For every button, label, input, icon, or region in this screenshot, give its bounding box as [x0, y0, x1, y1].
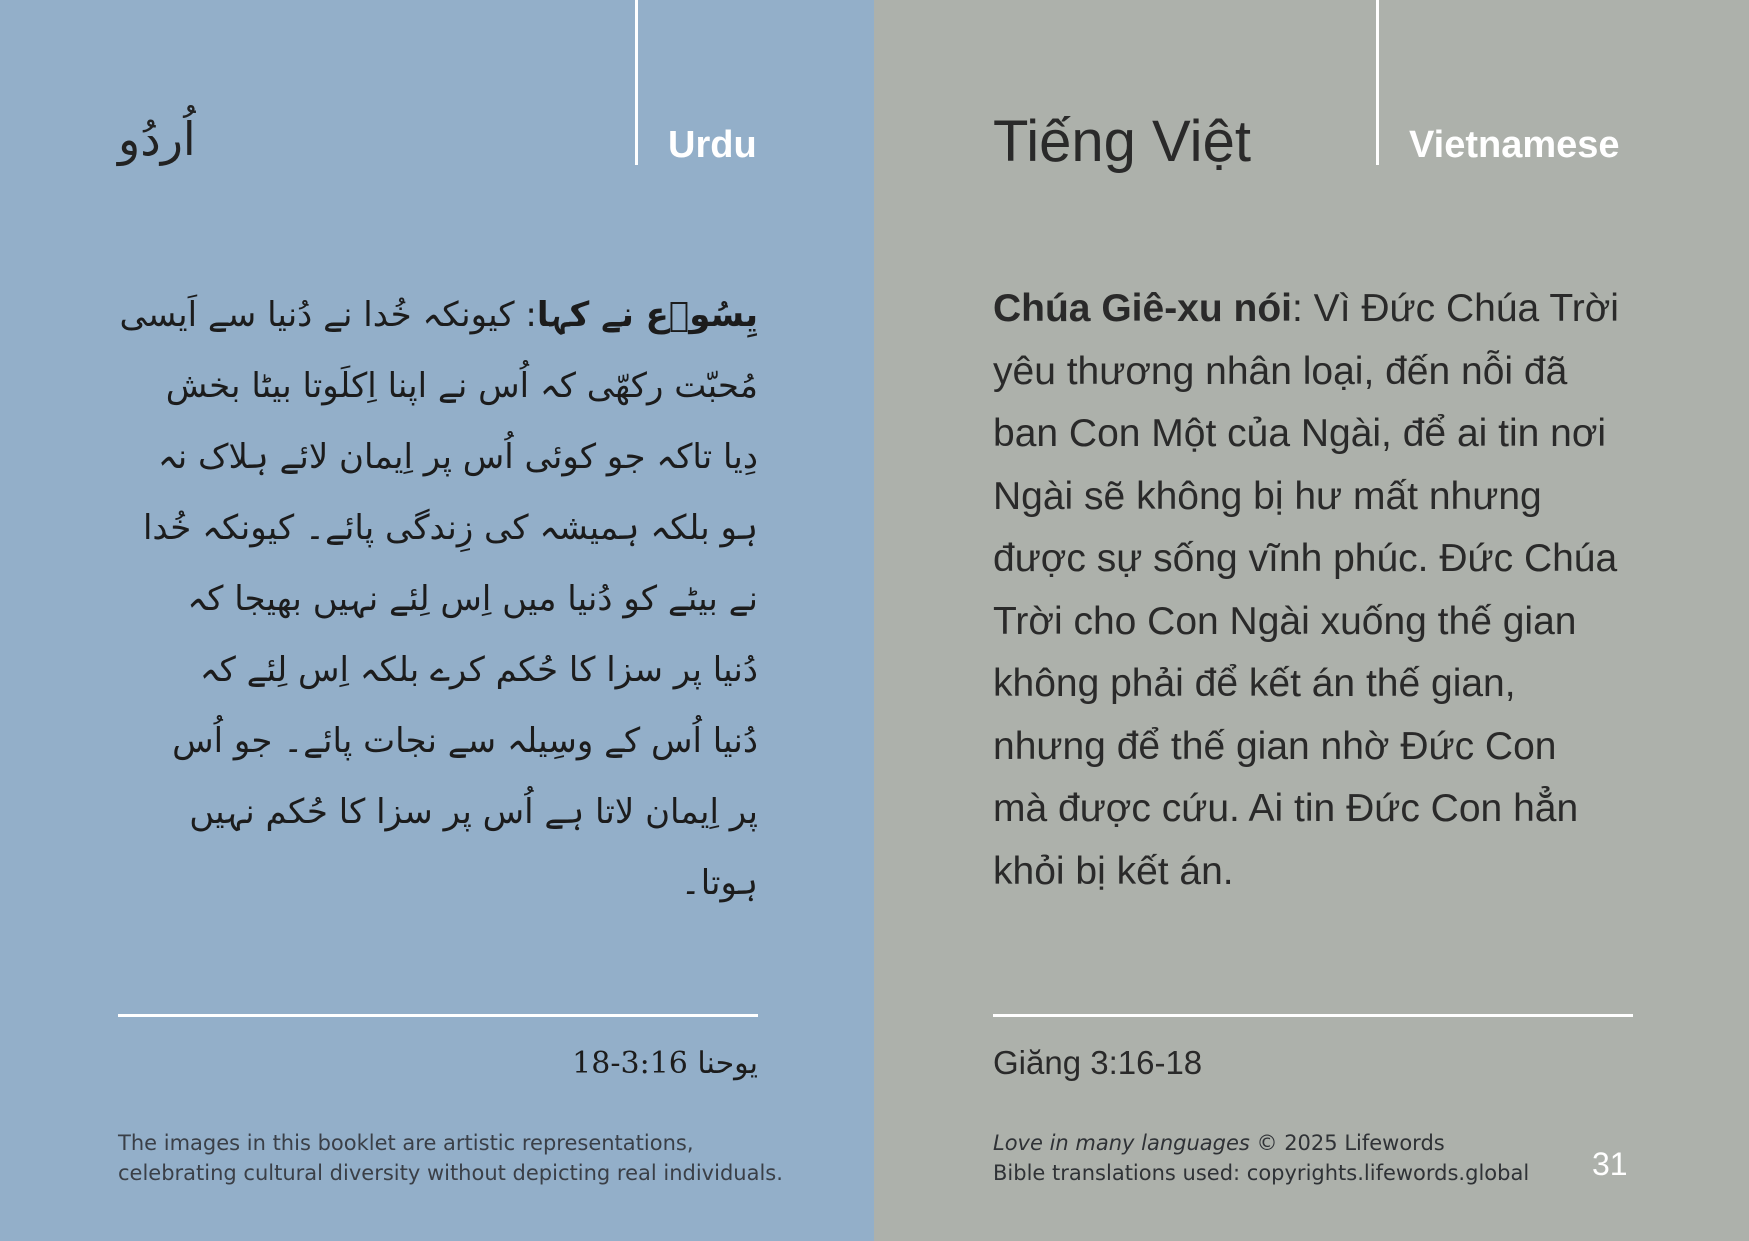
- vietnamese-verse-line: mà được cứu. Ai tin Đức Con hẳn: [993, 787, 1579, 830]
- urdu-verse-line: پر اِیمان لاتا ہے اُس پر سزا کا حُکم نہیں ہوتا۔: [189, 792, 758, 903]
- footer-title-line: [993, 1128, 1553, 1158]
- disclaimer: [118, 1128, 818, 1188]
- disclaimer-line: celebrating cultural diversity without depicting real individuals.: [118, 1161, 783, 1185]
- vietnamese-native-name: Tiếng Việt: [993, 109, 1251, 174]
- vietnamese-verse-line: được sự sống vĩnh phúc. Đức Chúa: [993, 537, 1618, 580]
- urdu-verse-line: دُنیا پر سزا کا حُکم کرے بلکہ اِس لِئے کہ: [199, 650, 758, 690]
- vietnamese-reference: Giăng 3:16-18: [993, 1044, 1203, 1081]
- urdu-panel: [0, 0, 874, 1241]
- urdu-verse-line: مُحبّت رکھّی کہ اُس نے اپنا اِکلَوتا بیٹا بخش: [165, 366, 758, 406]
- copyright-text: © 2025 Lifewords: [1249, 1131, 1445, 1155]
- vietnamese-reference-divider: [993, 1014, 1633, 1017]
- vietnamese-speaker: Chúa Giê-xu nói: [993, 287, 1293, 330]
- copyright-footer: [993, 1128, 1553, 1188]
- urdu-verse-line: ہو بلکہ ہمیشہ کی زِندگی پائے۔ کیونکہ خُدا: [142, 508, 758, 548]
- vietnamese-verse-line: khỏi bị kết án.: [993, 849, 1234, 893]
- vietnamese-header-divider: [1376, 0, 1379, 165]
- vietnamese-verse-line: Trời cho Con Ngài xuống thế gian: [993, 599, 1577, 643]
- urdu-speaker: یِسُوؔع نے کہا: [536, 295, 758, 335]
- urdu-english-name: Urdu: [668, 124, 757, 166]
- translations-credit: Bible translations used: copyrights.lifewords.global: [993, 1161, 1530, 1185]
- urdu-header-divider: [635, 0, 638, 165]
- urdu-verse-line: یِسُوؔع نے کہا: کیونکہ خُدا نے دُنیا سے اَیسی: [119, 295, 758, 335]
- vietnamese-verse: [993, 278, 1653, 903]
- vietnamese-verse-line: yêu thương nhân loại, đến nỗi đã: [993, 349, 1568, 393]
- vietnamese-verse-line: không phải để kết án thế gian,: [993, 662, 1516, 705]
- urdu-verse-line: نے بیٹے کو دُنیا میں اِس لِئے نہیں بھیجا کہ: [187, 579, 758, 619]
- vietnamese-verse-line: Ngài sẽ không bị hư mất nhưng: [993, 474, 1542, 518]
- vietnamese-verse-line: Chúa Giê-xu nói: Vì Đức Chúa Trời: [993, 287, 1619, 330]
- urdu-reference: یوحنا 3:16-18: [572, 1046, 758, 1081]
- vietnamese-verse-line: nhưng để thế gian nhờ Đức Con: [993, 724, 1557, 768]
- urdu-native-name: اُردُو: [118, 112, 196, 166]
- urdu-verse: [118, 280, 758, 919]
- urdu-verse-line: دِیا تاکہ جو کوئی اُس پر اِیمان لائے ہلاک نہ: [157, 437, 758, 477]
- page-number: 31: [1592, 1146, 1628, 1182]
- disclaimer-line: The images in this booklet are artistic representations,: [118, 1131, 694, 1155]
- booklet-title: Love in many languages: [993, 1131, 1250, 1155]
- urdu-verse-line: دُنیا اُس کے وسِیلہ سے نجات پائے۔ جو اُس: [172, 721, 758, 761]
- vietnamese-english-name: Vietnamese: [1409, 124, 1620, 166]
- urdu-reference-divider: [118, 1014, 758, 1017]
- vietnamese-panel: [874, 0, 1749, 1241]
- vietnamese-verse-line: ban Con Một của Ngài, để ai tin nơi: [993, 412, 1607, 455]
